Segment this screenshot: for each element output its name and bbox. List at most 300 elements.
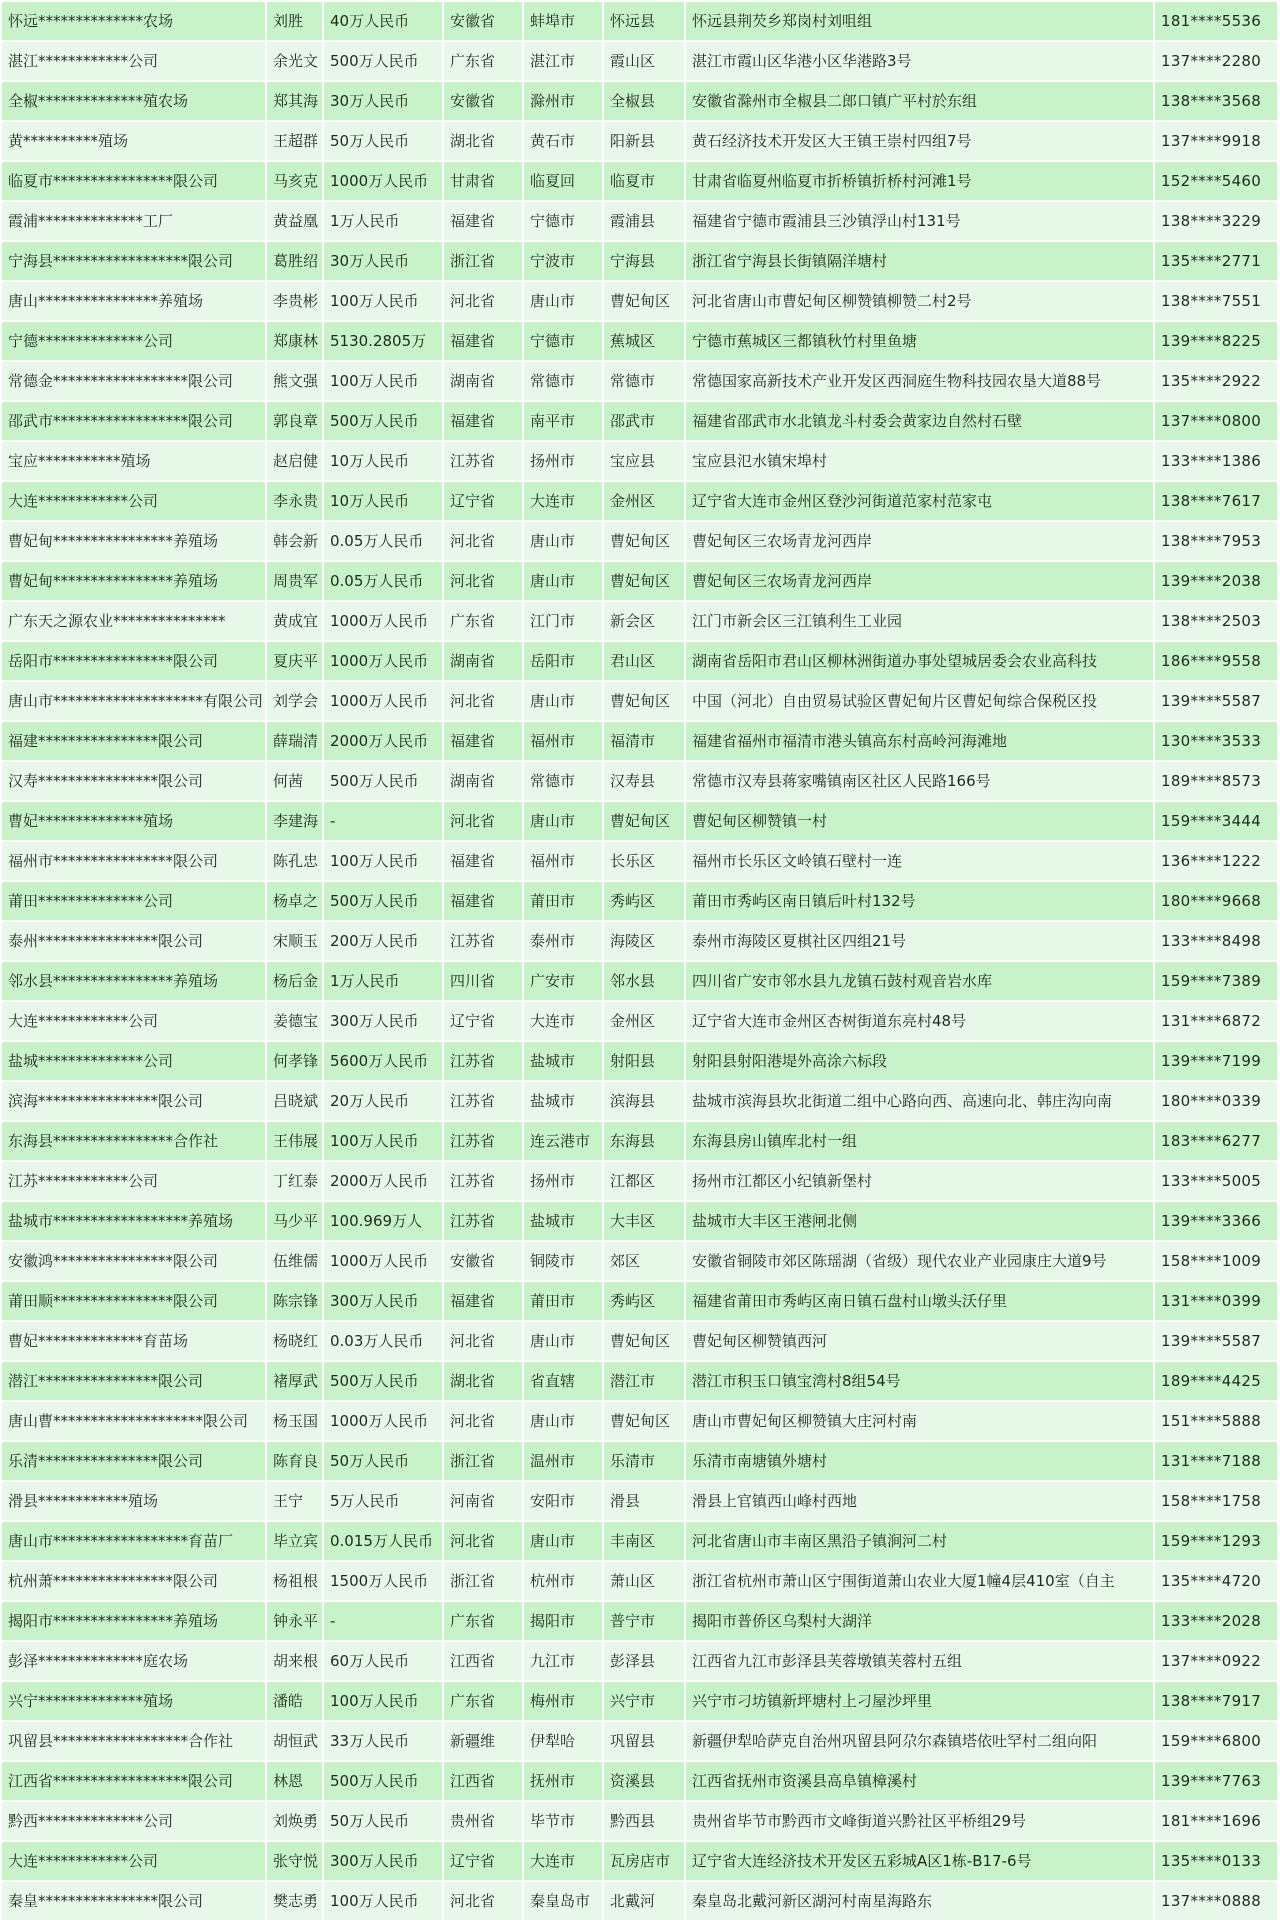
province-cell: 浙江省: [443, 241, 523, 281]
address-cell: 盐城市滨海县坎北街道二组中心路向西、高速向北、韩庄沟向南: [685, 1081, 1154, 1121]
city-cell: 江门市: [523, 601, 603, 641]
legal-representative-cell: 熊文强: [266, 361, 323, 401]
company-name-cell: 揭阳市****************养殖场: [1, 1601, 266, 1641]
address-cell: 曹妃甸区三农场青龙河西岸: [685, 561, 1154, 601]
company-name-cell: 福建****************限公司: [1, 721, 266, 761]
registered-capital-cell: 30万人民币: [323, 81, 443, 121]
company-name-cell: 彭泽**************庭农场: [1, 1641, 266, 1681]
registered-capital-cell: 1500万人民币: [323, 1561, 443, 1601]
address-cell: 江门市新会区三江镇利生工业园: [685, 601, 1154, 641]
table-row[interactable]: [1, 561, 1277, 601]
city-cell: 大连市: [523, 1841, 603, 1881]
district-cell: 乐清市: [603, 1441, 685, 1481]
district-cell: 郊区: [603, 1241, 685, 1281]
company-name-cell: 盐城市******************养殖场: [1, 1201, 266, 1241]
address-cell: 曹妃甸区柳赞镇西河: [685, 1321, 1154, 1361]
company-name-cell: 曹妃甸****************养殖场: [1, 521, 266, 561]
phone-cell: 189****4425: [1154, 1361, 1277, 1401]
district-cell: 蕉城区: [603, 321, 685, 361]
company-name-cell: 广东天之源农业***************: [1, 601, 266, 641]
district-cell: 宝应县: [603, 441, 685, 481]
legal-representative-cell: 王宁: [266, 1481, 323, 1521]
registered-capital-cell: 10万人民币: [323, 481, 443, 521]
phone-cell: 137****0922: [1154, 1641, 1277, 1681]
district-cell: 曹妃甸区: [603, 681, 685, 721]
registered-capital-cell: 1000万人民币: [323, 601, 443, 641]
address-cell: 甘肃省临夏州临夏市折桥镇折桥村河滩1号: [685, 161, 1154, 201]
address-cell: 潜江市积玉口镇宝湾村8组54号: [685, 1361, 1154, 1401]
table-row[interactable]: [1, 401, 1277, 441]
phone-cell: 135****2771: [1154, 241, 1277, 281]
legal-representative-cell: 何茜: [266, 761, 323, 801]
address-cell: 四川省广安市邻水县九龙镇石鼓村观音岩水库: [685, 961, 1154, 1001]
phone-cell: 180****9668: [1154, 881, 1277, 921]
company-name-cell: 宝应***********殖场: [1, 441, 266, 481]
registered-capital-cell: -: [323, 1601, 443, 1641]
address-cell: 唐山市曹妃甸区柳赞镇大庄河村南: [685, 1401, 1154, 1441]
legal-representative-cell: 刘学会: [266, 681, 323, 721]
city-cell: 蚌埠市: [523, 1, 603, 41]
city-cell: 莆田市: [523, 881, 603, 921]
table-row[interactable]: [1, 41, 1277, 81]
company-name-cell: 安徽鸿****************限公司: [1, 1241, 266, 1281]
legal-representative-cell: 郭良章: [266, 401, 323, 441]
province-cell: 河北省: [443, 1881, 523, 1920]
table-row[interactable]: [1, 1641, 1277, 1681]
district-cell: 汉寿县: [603, 761, 685, 801]
registered-capital-cell: 5万人民币: [323, 1481, 443, 1521]
table-row[interactable]: [1, 81, 1277, 121]
registered-capital-cell: 50万人民币: [323, 1441, 443, 1481]
table-row[interactable]: [1, 1241, 1277, 1281]
province-cell: 福建省: [443, 881, 523, 921]
address-cell: 曹妃甸区柳赞镇一村: [685, 801, 1154, 841]
city-cell: 岳阳市: [523, 641, 603, 681]
legal-representative-cell: 周贵军: [266, 561, 323, 601]
address-cell: 东海县房山镇库北村一组: [685, 1121, 1154, 1161]
province-cell: 福建省: [443, 721, 523, 761]
address-cell: 福建省莆田市秀屿区南日镇石盘村山墩头沃仔里: [685, 1281, 1154, 1321]
company-name-cell: 曹妃**************育苗场: [1, 1321, 266, 1361]
address-cell: 曹妃甸区三农场青龙河西岸: [685, 521, 1154, 561]
company-name-cell: 江苏************公司: [1, 1161, 266, 1201]
table-row[interactable]: [1, 721, 1277, 761]
district-cell: 彭泽县: [603, 1641, 685, 1681]
province-cell: 河南省: [443, 1481, 523, 1521]
city-cell: 唐山市: [523, 1321, 603, 1361]
company-name-cell: 全椒**************殖农场: [1, 81, 266, 121]
registered-capital-cell: 1万人民币: [323, 201, 443, 241]
phone-cell: 159****1293: [1154, 1521, 1277, 1561]
registered-capital-cell: 1000万人民币: [323, 681, 443, 721]
registered-capital-cell: 50万人民币: [323, 121, 443, 161]
registered-capital-cell: 20万人民币: [323, 1081, 443, 1121]
table-row[interactable]: [1, 601, 1277, 641]
province-cell: 辽宁省: [443, 481, 523, 521]
registered-capital-cell: 0.05万人民币: [323, 521, 443, 561]
legal-representative-cell: 杨祖根: [266, 1561, 323, 1601]
table-row[interactable]: [1, 641, 1277, 681]
city-cell: 扬州市: [523, 1161, 603, 1201]
company-name-cell: 福州市****************限公司: [1, 841, 266, 881]
table-row[interactable]: [1, 1281, 1277, 1321]
city-cell: 莆田市: [523, 1281, 603, 1321]
city-cell: 伊犁哈: [523, 1721, 603, 1761]
legal-representative-cell: 夏庆平: [266, 641, 323, 681]
phone-cell: 159****6800: [1154, 1721, 1277, 1761]
company-name-cell: 大连************公司: [1, 1841, 266, 1881]
company-name-cell: 大连************公司: [1, 481, 266, 521]
district-cell: 大丰区: [603, 1201, 685, 1241]
district-cell: 临夏市: [603, 161, 685, 201]
city-cell: 连云港市: [523, 1121, 603, 1161]
province-cell: 四川省: [443, 961, 523, 1001]
city-cell: 福州市: [523, 841, 603, 881]
registered-capital-cell: 200万人民币: [323, 921, 443, 961]
phone-cell: 130****3533: [1154, 721, 1277, 761]
legal-representative-cell: 郑其海: [266, 81, 323, 121]
legal-representative-cell: 潘皓: [266, 1681, 323, 1721]
company-name-cell: 曹妃**************殖场: [1, 801, 266, 841]
company-name-cell: 泰州****************限公司: [1, 921, 266, 961]
district-cell: 海陵区: [603, 921, 685, 961]
company-name-cell: 滑县************殖场: [1, 1481, 266, 1521]
district-cell: 霞山区: [603, 41, 685, 81]
legal-representative-cell: 陈宗锋: [266, 1281, 323, 1321]
company-name-cell: 岳阳市****************限公司: [1, 641, 266, 681]
phone-cell: 180****0339: [1154, 1081, 1277, 1121]
table-row[interactable]: [1, 881, 1277, 921]
address-cell: 福建省宁德市霞浦县三沙镇浮山村131号: [685, 201, 1154, 241]
province-cell: 安徽省: [443, 1241, 523, 1281]
province-cell: 河北省: [443, 521, 523, 561]
phone-cell: 139****5587: [1154, 1321, 1277, 1361]
registered-capital-cell: 500万人民币: [323, 1761, 443, 1801]
city-cell: 扬州市: [523, 441, 603, 481]
company-name-cell: 黔西**************公司: [1, 1801, 266, 1841]
city-cell: 常德市: [523, 761, 603, 801]
table-row[interactable]: [1, 121, 1277, 161]
table-row[interactable]: [1, 1481, 1277, 1521]
legal-representative-cell: 李永贵: [266, 481, 323, 521]
registered-capital-cell: 60万人民币: [323, 1641, 443, 1681]
company-name-cell: 秦皇****************限公司: [1, 1881, 266, 1920]
province-cell: 湖北省: [443, 121, 523, 161]
city-cell: 黄石市: [523, 121, 603, 161]
phone-cell: 158****1758: [1154, 1481, 1277, 1521]
table-row[interactable]: [1, 1521, 1277, 1561]
city-cell: 盐城市: [523, 1081, 603, 1121]
province-cell: 江苏省: [443, 1161, 523, 1201]
phone-cell: 181****1696: [1154, 1801, 1277, 1841]
district-cell: 金州区: [603, 1001, 685, 1041]
registered-capital-cell: 5130.2805万: [323, 321, 443, 361]
table-row[interactable]: [1, 1601, 1277, 1641]
district-cell: 黔西县: [603, 1801, 685, 1841]
table-row[interactable]: [1, 1041, 1277, 1081]
phone-cell: 138****7917: [1154, 1681, 1277, 1721]
city-cell: 唐山市: [523, 561, 603, 601]
registered-capital-cell: 300万人民币: [323, 1841, 443, 1881]
province-cell: 江苏省: [443, 921, 523, 961]
company-name-cell: 唐山****************养殖场: [1, 281, 266, 321]
province-cell: 河北省: [443, 801, 523, 841]
province-cell: 甘肃省: [443, 161, 523, 201]
legal-representative-cell: 王超群: [266, 121, 323, 161]
city-cell: 安阳市: [523, 1481, 603, 1521]
address-cell: 莆田市秀屿区南日镇后叶村132号: [685, 881, 1154, 921]
legal-representative-cell: 刘胜: [266, 1, 323, 41]
registered-capital-cell: 1000万人民币: [323, 1241, 443, 1281]
province-cell: 辽宁省: [443, 1001, 523, 1041]
table-row[interactable]: [1, 1321, 1277, 1361]
address-cell: 浙江省宁海县长街镇隔洋塘村: [685, 241, 1154, 281]
district-cell: 曹妃甸区: [603, 561, 685, 601]
table-row[interactable]: [1, 1, 1277, 41]
phone-cell: 138****7953: [1154, 521, 1277, 561]
registered-capital-cell: 10万人民币: [323, 441, 443, 481]
city-cell: 杭州市: [523, 1561, 603, 1601]
table-row[interactable]: [1, 1121, 1277, 1161]
legal-representative-cell: 葛胜绍: [266, 241, 323, 281]
district-cell: 滨海县: [603, 1081, 685, 1121]
district-cell: 阳新县: [603, 121, 685, 161]
company-name-cell: 兴宁**************殖场: [1, 1681, 266, 1721]
district-cell: 新会区: [603, 601, 685, 641]
address-cell: 湖南省岳阳市君山区柳林洲街道办事处望城居委会农业高科技: [685, 641, 1154, 681]
district-cell: 兴宁市: [603, 1681, 685, 1721]
address-cell: 常德国家高新技术产业开发区西洞庭生物科技园农垦大道88号: [685, 361, 1154, 401]
company-name-cell: 黄**********殖场: [1, 121, 266, 161]
phone-cell: 139****7763: [1154, 1761, 1277, 1801]
phone-cell: 136****1222: [1154, 841, 1277, 881]
table-row[interactable]: [1, 921, 1277, 961]
province-cell: 河北省: [443, 561, 523, 601]
table-row[interactable]: [1, 1401, 1277, 1441]
province-cell: 河北省: [443, 1401, 523, 1441]
province-cell: 广东省: [443, 601, 523, 641]
province-cell: 浙江省: [443, 1441, 523, 1481]
phone-cell: 152****5460: [1154, 161, 1277, 201]
address-cell: 扬州市江都区小纪镇新堡村: [685, 1161, 1154, 1201]
table-row[interactable]: [1, 841, 1277, 881]
registered-capital-cell: 100万人民币: [323, 361, 443, 401]
province-cell: 河北省: [443, 681, 523, 721]
city-cell: 秦皇岛市: [523, 1881, 603, 1920]
legal-representative-cell: 杨晓红: [266, 1321, 323, 1361]
address-cell: 福州市长乐区文岭镇石壁村一连: [685, 841, 1154, 881]
district-cell: 萧山区: [603, 1561, 685, 1601]
legal-representative-cell: 余光文: [266, 41, 323, 81]
province-cell: 江苏省: [443, 441, 523, 481]
registered-capital-cell: 100万人民币: [323, 1681, 443, 1721]
company-name-cell: 莆田**************公司: [1, 881, 266, 921]
table-row[interactable]: [1, 321, 1277, 361]
city-cell: 大连市: [523, 1001, 603, 1041]
phone-cell: 139****5587: [1154, 681, 1277, 721]
table-row[interactable]: [1, 1761, 1277, 1801]
company-name-cell: 乐清****************限公司: [1, 1441, 266, 1481]
phone-cell: 131****0399: [1154, 1281, 1277, 1321]
address-cell: 安徽省滁州市全椒县二郎口镇广平村於东组: [685, 81, 1154, 121]
company-name-cell: 宁海县******************限公司: [1, 241, 266, 281]
legal-representative-cell: 胡恒武: [266, 1721, 323, 1761]
table-row[interactable]: [1, 961, 1277, 1001]
province-cell: 河北省: [443, 1321, 523, 1361]
phone-cell: 139****2038: [1154, 561, 1277, 601]
table-row[interactable]: [1, 801, 1277, 841]
phone-cell: 181****5536: [1154, 1, 1277, 41]
phone-cell: 135****4720: [1154, 1561, 1277, 1601]
city-cell: 滁州市: [523, 81, 603, 121]
district-cell: 东海县: [603, 1121, 685, 1161]
district-cell: 潜江市: [603, 1361, 685, 1401]
registered-capital-cell: 1000万人民币: [323, 161, 443, 201]
province-cell: 湖南省: [443, 361, 523, 401]
table-row[interactable]: [1, 1001, 1277, 1041]
city-cell: 临夏回: [523, 161, 603, 201]
table-row[interactable]: [1, 241, 1277, 281]
table-row[interactable]: [1, 1081, 1277, 1121]
province-cell: 河北省: [443, 1521, 523, 1561]
district-cell: 滑县: [603, 1481, 685, 1521]
table-row[interactable]: [1, 1361, 1277, 1401]
address-cell: 江西省九江市彭泽县芙蓉墩镇芙蓉村五组: [685, 1641, 1154, 1681]
phone-cell: 133****8498: [1154, 921, 1277, 961]
district-cell: 曹妃甸区: [603, 281, 685, 321]
province-cell: 浙江省: [443, 1561, 523, 1601]
table-row[interactable]: [1, 1841, 1277, 1881]
city-cell: 唐山市: [523, 281, 603, 321]
company-name-cell: 汉寿****************限公司: [1, 761, 266, 801]
phone-cell: 135****0133: [1154, 1841, 1277, 1881]
registered-capital-cell: 0.015万人民币: [323, 1521, 443, 1561]
table-row[interactable]: [1, 361, 1277, 401]
table-row[interactable]: [1, 1681, 1277, 1721]
legal-representative-cell: 杨后金: [266, 961, 323, 1001]
registered-capital-cell: 0.05万人民币: [323, 561, 443, 601]
district-cell: 北戴河: [603, 1881, 685, 1920]
city-cell: 南平市: [523, 401, 603, 441]
phone-cell: 189****8573: [1154, 761, 1277, 801]
address-cell: 安徽省铜陵市郊区陈瑶湖（省级）现代农业产业园康庄大道9号: [685, 1241, 1154, 1281]
table-row[interactable]: [1, 201, 1277, 241]
phone-cell: 138****3229: [1154, 201, 1277, 241]
district-cell: 普宁市: [603, 1601, 685, 1641]
city-cell: 毕节市: [523, 1801, 603, 1841]
table-row[interactable]: [1, 521, 1277, 561]
table-row[interactable]: [1, 761, 1277, 801]
address-cell: 兴宁市刁坊镇新坪塘村上刁屋沙坪里: [685, 1681, 1154, 1721]
city-cell: 盐城市: [523, 1201, 603, 1241]
address-cell: 乐清市南塘镇外塘村: [685, 1441, 1154, 1481]
legal-representative-cell: 毕立宾: [266, 1521, 323, 1561]
address-cell: 浙江省杭州市萧山区宁围街道萧山农业大厦1幢4层410室（自主: [685, 1561, 1154, 1601]
legal-representative-cell: 张守悦: [266, 1841, 323, 1881]
address-cell: 秦皇岛北戴河新区湖河村南星海路东: [685, 1881, 1154, 1920]
city-cell: 揭阳市: [523, 1601, 603, 1641]
legal-representative-cell: 林恩: [266, 1761, 323, 1801]
company-name-cell: 杭州萧****************限公司: [1, 1561, 266, 1601]
table-row[interactable]: [1, 1161, 1277, 1201]
city-cell: 梅州市: [523, 1681, 603, 1721]
company-name-cell: 巩留县******************合作社: [1, 1721, 266, 1761]
table-row[interactable]: [1, 1801, 1277, 1841]
legal-representative-cell: 黄成宜: [266, 601, 323, 641]
city-cell: 唐山市: [523, 801, 603, 841]
registered-capital-cell: 5600万人民币: [323, 1041, 443, 1081]
registered-capital-cell: 500万人民币: [323, 1361, 443, 1401]
legal-representative-cell: 赵启健: [266, 441, 323, 481]
legal-representative-cell: 何孝锋: [266, 1041, 323, 1081]
province-cell: 江苏省: [443, 1201, 523, 1241]
phone-cell: 151****5888: [1154, 1401, 1277, 1441]
company-name-cell: 湛江************公司: [1, 41, 266, 81]
city-cell: 铜陵市: [523, 1241, 603, 1281]
address-cell: 河北省唐山市曹妃甸区柳赞镇柳赞二村2号: [685, 281, 1154, 321]
company-name-cell: 东海县****************合作社: [1, 1121, 266, 1161]
legal-representative-cell: 王伟展: [266, 1121, 323, 1161]
legal-representative-cell: 褚厚武: [266, 1361, 323, 1401]
company-name-cell: 莆田顺****************限公司: [1, 1281, 266, 1321]
district-cell: 邵武市: [603, 401, 685, 441]
table-row[interactable]: [1, 1201, 1277, 1241]
province-cell: 福建省: [443, 401, 523, 441]
phone-cell: 135****2922: [1154, 361, 1277, 401]
phone-cell: 158****1009: [1154, 1241, 1277, 1281]
province-cell: 江苏省: [443, 1041, 523, 1081]
table-row[interactable]: [1, 281, 1277, 321]
province-cell: 江苏省: [443, 1121, 523, 1161]
company-name-cell: 临夏市****************限公司: [1, 161, 266, 201]
address-cell: 辽宁省大连经济技术开发区五彩城A区1栋-B17-6号: [685, 1841, 1154, 1881]
table-row[interactable]: [1, 441, 1277, 481]
phone-cell: 159****3444: [1154, 801, 1277, 841]
phone-cell: 138****2503: [1154, 601, 1277, 641]
address-cell: 辽宁省大连市金州区登沙河街道范家村范家屯: [685, 481, 1154, 521]
legal-representative-cell: 陈育良: [266, 1441, 323, 1481]
district-cell: 福清市: [603, 721, 685, 761]
phone-cell: 186****9558: [1154, 641, 1277, 681]
company-name-cell: 常德金******************限公司: [1, 361, 266, 401]
legal-representative-cell: 杨玉国: [266, 1401, 323, 1441]
table-row[interactable]: [1, 681, 1277, 721]
address-cell: 贵州省毕节市黔西市文峰街道兴黔社区平桥组29号: [685, 1801, 1154, 1841]
address-cell: 常德市汉寿县蒋家嘴镇南区社区人民路166号: [685, 761, 1154, 801]
table-row[interactable]: [1, 1561, 1277, 1601]
company-name-cell: 滨海****************限公司: [1, 1081, 266, 1121]
address-cell: 黄石经济技术开发区大王镇王崇村四组7号: [685, 121, 1154, 161]
province-cell: 贵州省: [443, 1801, 523, 1841]
district-cell: 丰南区: [603, 1521, 685, 1561]
table-row[interactable]: [1, 1441, 1277, 1481]
table-row[interactable]: [1, 481, 1277, 521]
table-row[interactable]: [1, 1721, 1277, 1761]
legal-representative-cell: 丁红泰: [266, 1161, 323, 1201]
table-row[interactable]: [1, 1881, 1277, 1920]
registered-capital-cell: 30万人民币: [323, 241, 443, 281]
table-row[interactable]: [1, 161, 1277, 201]
address-cell: 湛江市霞山区华港小区华港路3号: [685, 41, 1154, 81]
legal-representative-cell: 李建海: [266, 801, 323, 841]
phone-cell: 139****7199: [1154, 1041, 1277, 1081]
address-cell: 怀远县荆芡乡郑岗村刘咀组: [685, 1, 1154, 41]
district-cell: 秀屿区: [603, 881, 685, 921]
district-cell: 常德市: [603, 361, 685, 401]
address-cell: 江西省抚州市资溪县高阜镇樟溪村: [685, 1761, 1154, 1801]
address-cell: 福建省福州市福清市港头镇高东村高岭河海滩地: [685, 721, 1154, 761]
registered-capital-cell: 100万人民币: [323, 841, 443, 881]
